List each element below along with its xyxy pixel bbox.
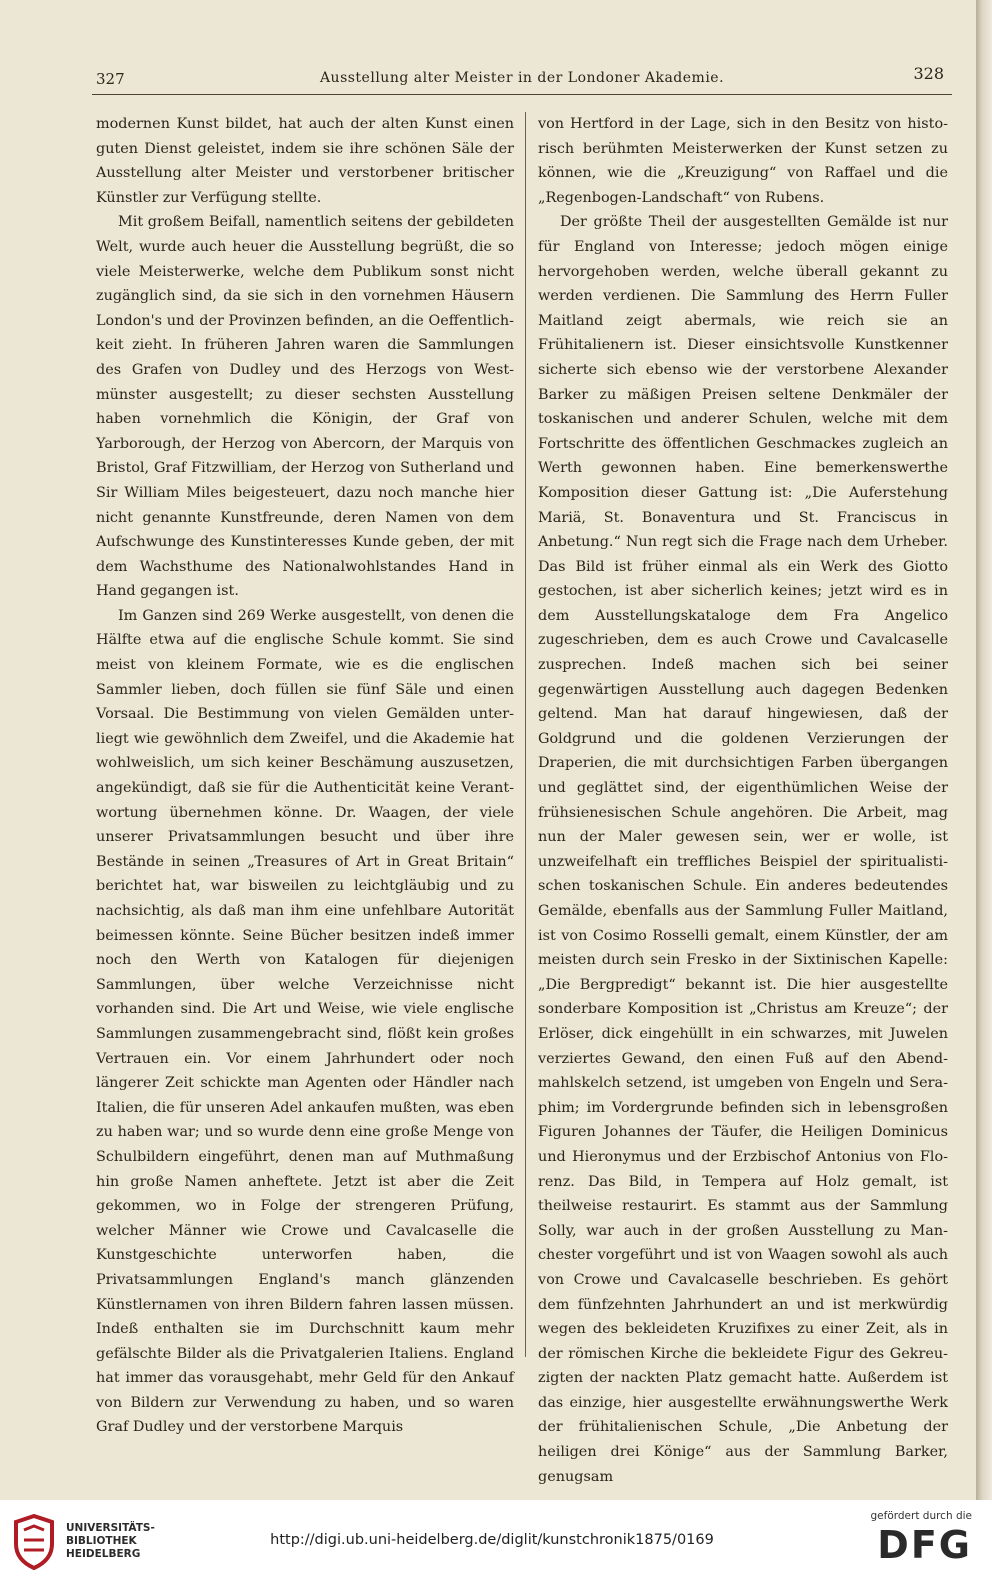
library-logo-icon (12, 1514, 56, 1570)
paragraph: Mit großem Beifall, namentlich seitens der gebildeten Welt, wurde auch heuer die Ausstellung begrüßt, die so viele Meisterwerke, welche dem Publikum sonst nicht zugänglich sind, da sie sich in den vornehmen Häusern London's und der Provinzen befinden, an die Oeffentlichkeit zieht. In früheren Jahren waren die Sammlungen des Grafen von Dudley und des Herzogs von Westmünster ausgestellt; zu dieser sechsten Ausstellung haben vornehmlich die Königin, der Graf von Yarborough, der Herzog von Abercorn, der Marquis von Bristol, Graf Fitzwilliam, der Herzog von Sutherland und Sir William Miles beigesteuert, dazu noch manche hier nicht genannte Kunstfreunde, deren Namen von dem Aufschwunge des Kunstinteresses Kunde geben, der mit dem Wachsthume des Nationalwohlstandes Hand in Hand gegangen ist. (96, 214, 514, 600)
library-name-line1: UNIVERSITÄTS- (66, 1522, 155, 1534)
running-title: Ausstellung alter Meister in der Londoner Akademie. (319, 70, 725, 86)
funding-caption: gefördert durch die (870, 1510, 972, 1522)
right-column (538, 112, 948, 1489)
dfg-logo: DFG (877, 1523, 972, 1567)
funder-block (842, 1510, 972, 1576)
page-header (92, 64, 952, 95)
footer-bar (0, 1500, 992, 1584)
page-number-right: 328 (913, 64, 944, 83)
page-number-left: 327 (96, 70, 125, 88)
source-url-link[interactable]: http://digi.ub.uni-heidelberg.de/diglit/kunstchronik1875/0169 (270, 1532, 714, 1548)
paragraph: Im Ganzen sind 269 Werke ausgestellt, von denen die Hälfte etwa auf die englische Schule kommt. Sie sind meist von kleinem Formate, wie es die englischen Sammler lieben, doch füllen sie fünf Säle und einen Vorsaal. Die Bestimmung von vielen Gemälden unterliegt wie gewöhnlich dem Zweifel, und die Akademie hat wohlweislich, um sich keiner Beschämung auszusetzen, angekündigt, daß sie für die Authenticität keine Verantwortung übernehmen könne. Dr. Waagen, der viele unserer Privatsammlungen besucht und über ihre Bestände in seinen „Treasures of Art in Great Britain“ berichtet hat, war bisweilen zu leichtgläubig und zu nachsichtig, als daß man ihm eine unfehlbare Autorität beimessen könnte. Seine Bücher besitzen indeß immer noch den Werth von Katalogen für diejenigen Sammlungen, über welche Verzeichnisse nicht vorhanden sind. Die Art und Weise, wie viele englische Sammlungen zusammengebracht sind, flößt kein großes Vertrauen ein. Vor einem Jahrhundert oder noch längerer Zeit schickte man Agenten oder Händler nach Italien, die für unseren Adel ankaufen mußten, was eben zu haben war; und so wurde denn eine große Menge von Schulbildern eingeführt, denen man auf Muthmaßung hin große Namen anheftete. Jetzt ist aber die Zeit gekommen, wo in Folge der strengeren Prüfung, welcher Männer wie Crowe und Cavalcaselle die Kunstgeschichte unterworfen haben, die Privatsammlungen England's manch glänzenden Künstlernamen von ihren Bildern fahren lassen müssen. Indeß enthalten sie im Durchschnitt kaum mehr gefälschte Bilder als die Privatgalerien Italiens. England hat immer das vorausgehabt, mehr Geld für den Ankauf von Bildern zur Verwendung zu haben, und so waren Graf Dudley und der verstorbene Marquis (96, 607, 514, 1436)
page-edge (976, 0, 992, 1500)
paragraph: Der größte Theil der ausgestellten Gemälde ist nur für England von Interesse; jedoch mögen einige hervorgehoben werden, welche überall gekannt zu werden verdienen. Die Sammlung des Herrn Fuller Maitland zeigt abermals, wie reich sie an Frühitalienern ist. Dieser einsichtsvolle Kunstkenner sicherte sich ebenso wie der verstorbene Alexander Barker zu mäßigen Preisen seltene Denkmäler der toskanischen und anderer Schulen, welche mit dem Fortschritte des öffentlichen Geschmackes zugleich an Werth gewonnen haben. Eine bemerkenswerthe Komposition dieser Gattung ist: „Die Auferstehung Mariä, St. Bonaventura und St. Franciscus in Anbetung.“ Nun regt sich die Frage nach dem Urheber. Das Bild ist früher einmal als ein Werk des Giotto gestochen, ist aber sicherlich keines; jetzt wird es in dem Ausstellungskataloge dem Fra Angelico zugeschrieben, dem es auch Crowe und Cavalcaselle zusprechen. Indeß machen sich bei seiner gegenwärtigen Ausstellung auch dagegen Bedenken geltend. Man hat darauf hingewiesen, daß der Goldgrund und die goldenen Verzierungen der Draperien, die mit durchsichtigen Farben übergangen und geglättet sind, der eigenthümlichen Weise der frühsienesischen Schule angehören. Die Arbeit, mag nun der Maler gewesen sein, wer er wolle, ist unzweifelhaft ein treffliches Beispiel der spiritualistischen toskanischen Schule. Ein anderes bedeutendes Gemälde, ebenfalls aus der Sammlung Fuller Maitland, ist von Cosimo Rosselli gemalt, einem Künstler, der am meisten durch sein Fresko in der Sixtinischen Kapelle: „Die Bergpredigt“ bekannt ist. Die hier ausgestellte sonderbare Komposition ist „Christus am Kreuze“; der Erlöser, dick eingehüllt in ein schwarzes, mit Juwelen verziertes Gewand, den einen Fuß auf den Abendmahlskelch setzend, ist umgeben von Engeln und Seraphim; im Vordergrunde befinden sich in lebensgroßen Figuren Johannes der Täufer, die Heiligen Dominicus und Hieronymus und der Erzbischof Antonius von Florenz. Das Bild, in Tempera auf Holz gemalt, ist theilweise restaurirt. Es stammt aus der Sammlung Solly, war auch in der großen Ausstellung zu Manchester vorgeführt und ist von Waagen sowohl als auch von Crowe und Cavalcaselle beschrieben. Es gehört dem fünfzehnten Jahrhundert an und ist merkwürdig wegen des bekleideten Kruzifixes zu einer Zeit, als in der römischen Kirche die bekleidete Figur des Gekreuzigten der nackten Platz gemacht hatte. Außerdem ist das einzige, hier ausgestellte erwähnungswerthe Werk der frühitalienischen Schule, „Die Anbetung der heiligen drei Könige“ aus der Sammlung Barker, genugsam (538, 214, 948, 1485)
paragraph: von Hertford in der Lage, sich in den Besitz von historisch berühmten Meisterwerken der Kunst setzen zu können, wie die „Kreuzigung“ von Raffael und die „Regenbogen-Landschaft“ von Rubens. (538, 116, 948, 206)
library-name-line3: HEIDELBERG (66, 1548, 141, 1560)
column-divider (525, 112, 526, 1357)
library-name-line2: BIBLIOTHEK (66, 1535, 137, 1547)
library-logo (12, 1514, 212, 1570)
paragraph: modernen Kunst bildet, hat auch der alten Kunst einen guten Dienst geleistet, indem sie ihre schönen Säle der Ausstellung alter Meister und verstorbener britischer Künstler zur Verfügung stellte. (96, 116, 514, 206)
left-column (96, 112, 514, 1440)
